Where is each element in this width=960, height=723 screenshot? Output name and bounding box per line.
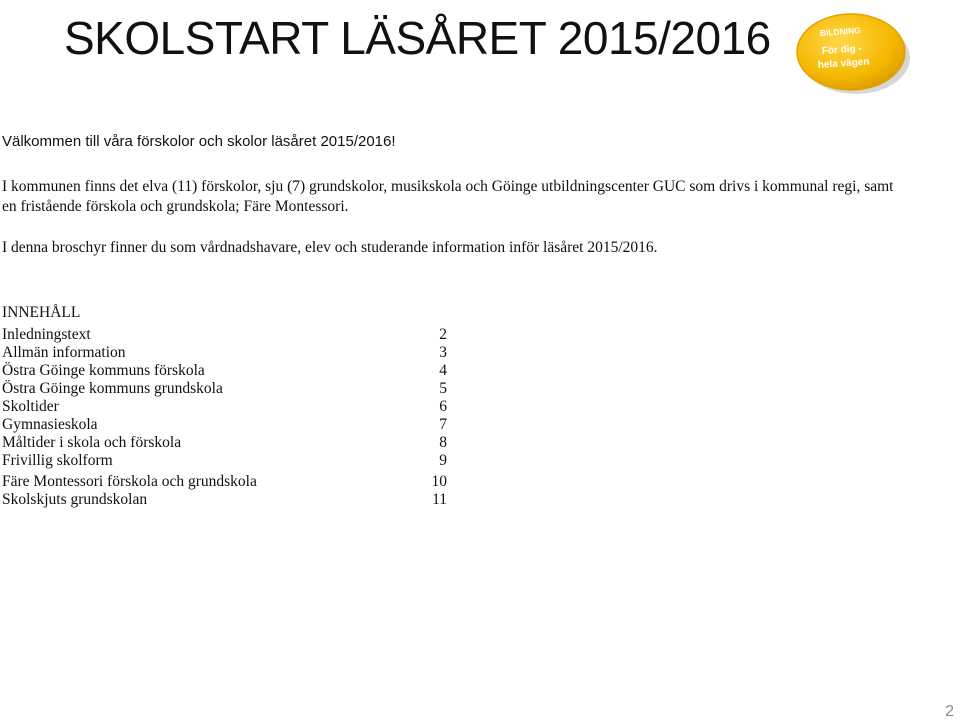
toc-item [2, 344, 447, 362]
toc-item-page: 9 [439, 452, 447, 469]
toc-item-label: Östra Göinge kommuns grundskola [2, 380, 223, 397]
toc-item [2, 326, 447, 344]
intro-paragraph-line-1: I kommunen finns det elva (11) förskolor, sju (7) grundskolor, musikskola och Göinge utbildningscenter GUC som drivs i kommunal regi, samt [2, 178, 894, 195]
toc-item [2, 491, 447, 509]
svg-text:BILDNING: BILDNING [819, 25, 862, 38]
toc-item-page: 10 [431, 473, 447, 490]
welcome-text: Välkommen till våra förskolor och skolor läsåret 2015/2016! [2, 133, 396, 150]
toc-item-page: 6 [439, 398, 447, 415]
toc-item-label: Frivillig skolform [2, 452, 113, 469]
intro-paragraph-line-2: en fristående förskola och grundskola; Färe Montessori. [2, 198, 349, 215]
toc-item [2, 362, 447, 380]
toc-item [2, 416, 447, 434]
toc-item-label: Skolskjuts grundskolan [2, 491, 148, 508]
toc-heading: INNEHÅLL [2, 304, 81, 321]
toc-item-label: Östra Göinge kommuns förskola [2, 362, 205, 379]
toc-item [2, 434, 447, 452]
toc-item [2, 473, 447, 491]
toc-item-label: Färe Montessori förskola och grundskola [2, 473, 257, 490]
page-number: 2 [945, 703, 954, 720]
table-of-contents [2, 326, 447, 509]
toc-item-page: 3 [439, 344, 447, 361]
toc-item-label: Måltider i skola och förskola [2, 434, 182, 451]
toc-item [2, 380, 447, 398]
toc-item-label: Gymnasieskola [2, 416, 98, 433]
toc-item-label: Skoltider [2, 398, 59, 415]
toc-item [2, 452, 447, 470]
page-title: SKOLSTART LÄSÅRET 2015/2016 [64, 12, 771, 64]
toc-item-page: 7 [439, 416, 447, 433]
toc-item-label: Inledningstext [2, 326, 91, 343]
brochure-info-paragraph: I denna broschyr finner du som vårdnadshavare, elev och studerande information inför läsåret 2015/2016. [2, 239, 658, 256]
toc-item-page: 8 [439, 434, 447, 451]
toc-item-page: 4 [439, 362, 447, 379]
toc-item-label: Allmän information [2, 344, 126, 361]
toc-item [2, 398, 447, 416]
bildning-badge-logo [794, 6, 912, 98]
svg-text:hela vägen: hela vägen [817, 56, 870, 71]
toc-item-page: 5 [439, 380, 447, 397]
toc-item-page: 11 [432, 491, 447, 508]
toc-item-page: 2 [439, 326, 447, 343]
svg-text:För dig -: För dig - [821, 43, 863, 57]
